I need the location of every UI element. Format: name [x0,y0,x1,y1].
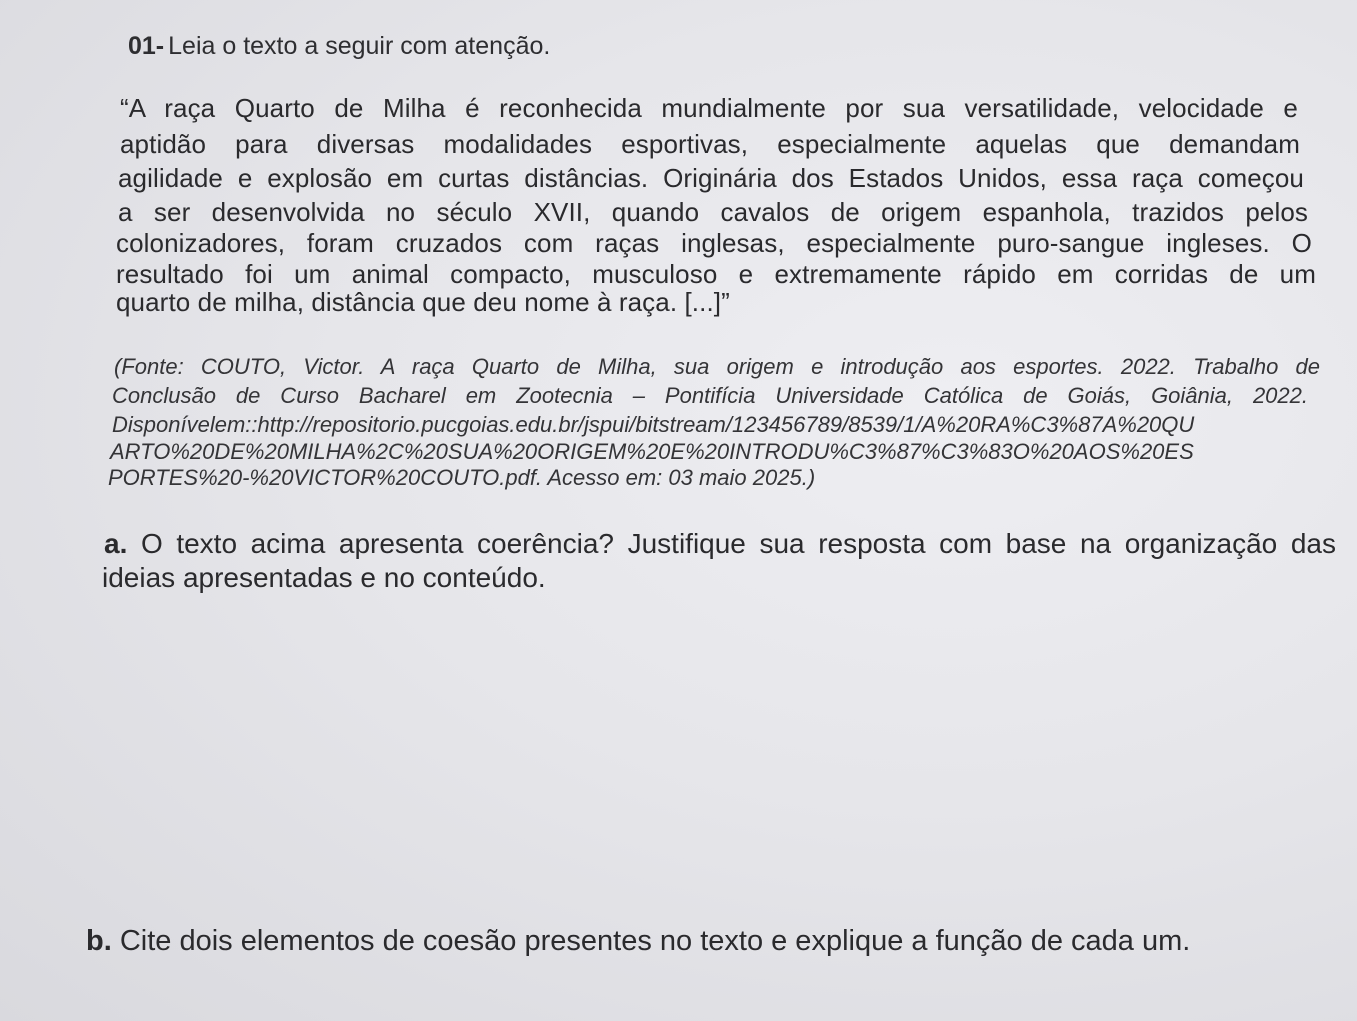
quote-line: aptidão para diversas modalidades esportivas, especialmente aquelas que demandam [120,129,1300,159]
question-a-text: O texto acima apresenta coerência? Justifique sua resposta com base na organização das [140,528,1336,559]
question-number: 01- [128,32,165,60]
quote-line: colonizadores, foram cruzados com raças inglesas, especialmente puro-sangue ingleses. O [116,228,1312,258]
citation-line: (Fonte: COUTO, Victor. A raça Quarto de Milha, sua origem e introdução aos esportes. 2022. Trabalho de [114,354,1320,379]
citation-line: Conclusão de Curso Bacharel em Zootecnia – Pontifícia Universidade Católica de Goiás, Goiânia, 2022. [112,383,1308,408]
question-a-line1 [104,528,1336,560]
citation-line: PORTES%20-%20VICTOR%20COUTO.pdf. Acesso em: 03 maio 2025.) [108,465,816,490]
quote-line: resultado foi um animal compacto, musculoso e extremamente rápido em corridas de um [116,259,1316,289]
question-a-letter: a. [104,528,128,559]
question-instruction: Leia o texto a seguir com atenção. [168,32,551,60]
citation-line: ARTO%20DE%20MILHA%2C%20SUA%20ORIGEM%20E%20INTRODU%C3%87%C3%83O%20AOS%20ES [110,439,1194,464]
question-a-line2: ideias apresentadas e no conteúdo. [102,562,546,593]
question-b-line [86,925,1190,958]
question-heading [128,32,550,61]
citation-line: Disponívelem::http://repositorio.pucgoias.edu.br/jspui/bitstream/123456789/8539/1/A%20RA%C3%87A%20QU [112,412,1195,437]
quote-line: quarto de milha, distância que deu nome à raça. [...]” [116,287,730,317]
question-b-letter: b. [86,925,112,957]
quote-line: agilidade e explosão em curtas distâncias. Originária dos Estados Unidos, essa raça começou [118,163,1304,193]
quote-line: a ser desenvolvida no século XVII, quando cavalos de origem espanhola, trazidos pelos [118,197,1308,227]
quote-line: “A raça Quarto de Milha é reconhecida mundialmente por sua versatilidade, velocidade e [120,93,1298,123]
question-b-text: Cite dois elementos de coesão presentes no texto e explique a função de cada um. [119,925,1191,957]
